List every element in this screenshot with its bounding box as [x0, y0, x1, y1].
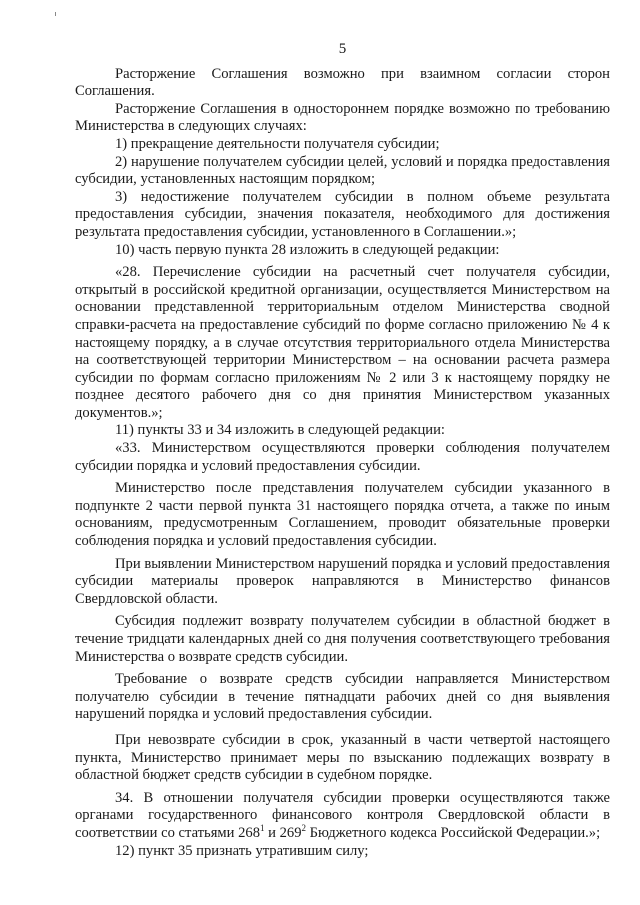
amendment-item-11: 11) пункты 33 и 34 изложить в следующей редакции:: [115, 422, 445, 439]
scan-mark: [55, 12, 56, 16]
amendment-item-12: 12) пункт 35 признать утратившим силу;: [115, 842, 369, 859]
document-page: [75, 41, 610, 860]
clause-33-part-5: Требование о возврате средств субсидии направляется Министерством получателю субсидии в течение пятнадцати рабочих дней со дня выявления нарушений порядка и условий предоставления субсидии.: [75, 671, 610, 723]
clause-33-part-2: Министерство после представления получателем субсидии указанного в подпункте 2 части первой пункта 31 настоящего порядка отчета, а также по иным основаниям, предусмотренным Соглашением, проводит обязательные проверки соблюдения порядка и условий предоставления субсидии.: [75, 480, 610, 550]
article-268-superscript: 1: [260, 823, 265, 834]
clause-28: «28. Перечисление субсидии на расчетный счет получателя субсидии, открытый в российской кредитной организации, осуществляется Министерством на основании представленной территориальным отделом Министерства сводной справки-расчета на предоставление субсидий по форме согласно приложению № 4 к настоящему порядку, а в случае отсутствия территориального отдела Министерства на соответствующей территории Министерством – на основании расчета размера субсидии по формам согласно приложениям № 2 или 3 к настоящему порядку не позднее десятого рабочего дня со дня принятия Министерством указанных документов.»;: [75, 264, 610, 421]
clause-34-text-middle: и 269: [264, 824, 302, 841]
list-item-1: 1) прекращение деятельности получателя субсидии;: [115, 135, 440, 152]
clause-34: [75, 790, 610, 843]
clause-34-text-end: Бюджетного кодекса Российской Федерации.»;: [306, 824, 601, 841]
list-item-3: 3) недостижение получателем субсидии в полном объеме результата предоставления субсидии, значения показателя, необходимого для достижения результата предоставления субсидии, установленного в Соглашении.»;: [75, 188, 610, 240]
clause-33-part-6: При невозврате субсидии в срок, указанный в части четвертой настоящего пункта, Министерство принимает меры по взысканию подлежащих возврату в областной бюджет средств субсидии в судебном порядке.: [75, 731, 610, 784]
article-269-superscript: 2: [301, 823, 306, 834]
clause-33-part-4: Субсидия подлежит возврату получателем субсидии в областной бюджет в течение тридцати календарных дней со дня получения соответствующего требования Министерства о возврате средств субсидии.: [75, 613, 610, 665]
list-item-2: 2) нарушение получателем субсидии целей, условий и порядка предоставления субсидии, установленных настоящим порядком;: [75, 153, 610, 188]
paragraph-termination-unilateral: Расторжение Соглашения в одностороннем порядке возможно по требованию Министерства в следующих случаях:: [75, 100, 610, 135]
clause-33: «33. Министерством осуществляются проверки соблюдения получателем субсидии порядка и условий предоставления субсидии.: [75, 440, 610, 474]
clause-33-part-3: При выявлении Министерством нарушений порядка и условий предоставления субсидии материалы проверок направляются в Министерство финансов Свердловской области.: [75, 555, 610, 607]
paragraph-termination-mutual: Расторжение Соглашения возможно при взаимном согласии сторон Соглашения.: [75, 65, 610, 100]
clause-34-text-start: 34. В отношении получателя субсидии проверки осуществляются также органами государственного финансового контроля Свердловской области в соответствии со статьями 268: [75, 789, 610, 841]
page-number: 5: [338, 41, 347, 57]
amendment-item-10: 10) часть первую пункта 28 изложить в следующей редакции:: [115, 241, 500, 258]
